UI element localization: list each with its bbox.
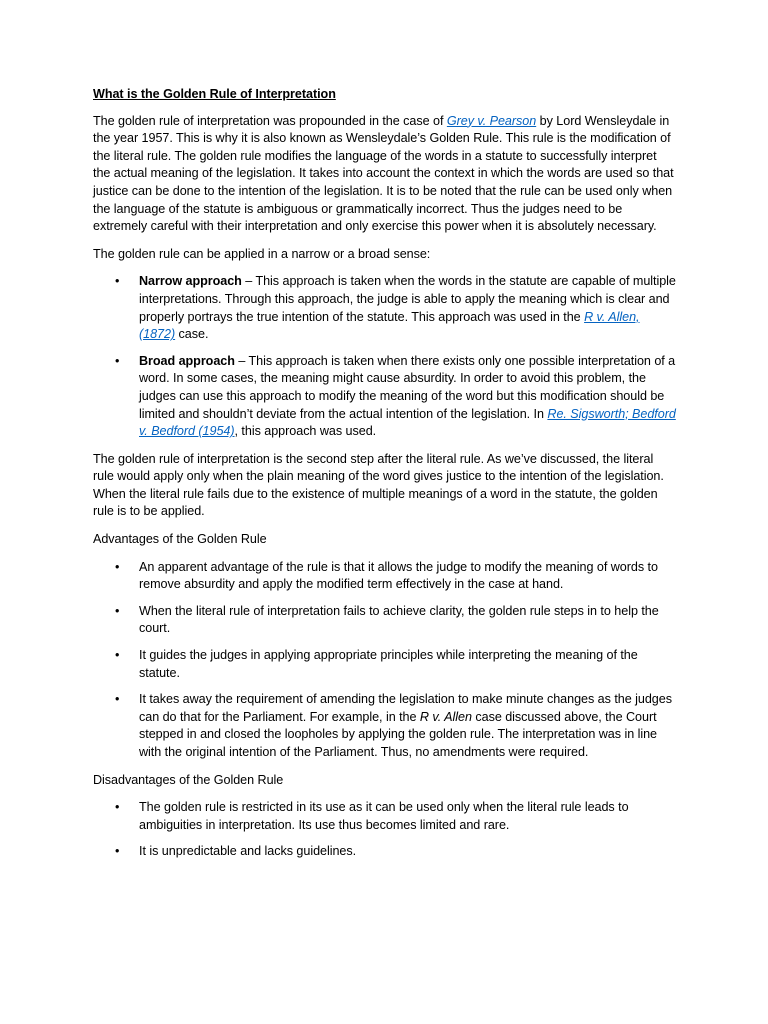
bullet-icon: • bbox=[115, 844, 120, 859]
intro-text-2: by Lord Wensleydale in the year 1957. This is why it is also known as Wensleydale’s Golden Rule. This rule is the modification of the literal rule. The golden rule modifies the language of the words in a statute to successfully interpret the actual meaning of the legislation. It takes into account the context in which the words are used so that justice can be done to the intention of the legislation. It is to be noted that the rule can be used only when the language of the statute is ambiguous or grammatically incorrect. Thus the judges need to be extremely careful with their interpretation and only exercise this power when it is absolutely necessary. bbox=[93, 113, 674, 234]
bullet-icon: • bbox=[115, 274, 120, 289]
advantage-text: An apparent advantage of the rule is that it allows the judge to modify the meaning of words to remove absurdity and apply the modified term effectively in the case at hand. bbox=[139, 559, 658, 592]
senses-lead: The golden rule can be applied in a narrow or a broad sense: bbox=[93, 246, 431, 261]
document-body bbox=[93, 86, 676, 861]
bullet-icon: • bbox=[115, 603, 120, 618]
list-item bbox=[93, 647, 676, 682]
broad-approach-text: – This approach is taken when there exists only one possible interpretation of a word. In some cases, the meaning might cause absurdity. In order to avoid this problem, the judges can use this approach to modify the meaning of the word but this modification should be limited and shouldn’t deviate from the actual intention of the legislation. In bbox=[139, 353, 676, 421]
list-item-narrow-approach bbox=[93, 273, 676, 343]
bullet-icon: • bbox=[115, 559, 120, 574]
case-name-italic: R v. Allen bbox=[419, 709, 472, 724]
re-sigsworth-link[interactable]: Re. Sigsworth; Bedford v. Bedford (1954) bbox=[139, 406, 676, 439]
disadvantage-text: It is unpredictable and lacks guidelines. bbox=[139, 844, 357, 859]
narrow-approach-text-after: case. bbox=[175, 327, 209, 342]
approaches-list bbox=[93, 273, 676, 440]
list-item-broad-approach bbox=[93, 353, 676, 441]
bullet-icon: • bbox=[115, 800, 120, 815]
list-item bbox=[93, 603, 676, 638]
narrow-approach-title: Narrow approach bbox=[139, 274, 242, 289]
disadvantages-heading: Disadvantages of the Golden Rule bbox=[93, 772, 284, 787]
list-item bbox=[93, 843, 676, 861]
list-item bbox=[93, 559, 676, 594]
bullet-icon: • bbox=[115, 692, 120, 707]
grey-v-pearson-link[interactable]: Grey v. Pearson bbox=[446, 113, 537, 128]
broad-approach-title: Broad approach bbox=[139, 353, 235, 368]
advantage-text: It guides the judges in applying appropriate principles while interpreting the meaning of the statute. bbox=[139, 648, 638, 680]
r-v-allen-link[interactable]: R v. Allen, (1872) bbox=[139, 309, 640, 342]
list-item bbox=[93, 799, 676, 834]
page-title: What is the Golden Rule of Interpretation bbox=[93, 87, 336, 101]
second-step-paragraph: The golden rule of interpretation is the second step after the literal rule. As we’ve discussed, the literal rule would apply only when the plain meaning of the word gives justice to the intention of the legislation. When the literal rule fails due to the existence of multiple meanings of a word in the statute, the golden rule is to be applied. bbox=[93, 451, 664, 519]
bullet-icon: • bbox=[115, 648, 120, 663]
advantage-text: When the literal rule of interpretation fails to achieve clarity, the golden rule steps in to help the court. bbox=[139, 603, 659, 636]
bullet-icon: • bbox=[115, 353, 120, 368]
intro-paragraph bbox=[93, 113, 676, 236]
broad-approach-text-after: , this approach was used. bbox=[234, 424, 377, 439]
advantage-text: case discussed above, the Court stepped in and closed the loopholes by applying the golden rule. The interpretation was in line with the original intention of the Parliament. Thus, no amendments were required. bbox=[139, 709, 658, 759]
intro-text-1: The golden rule of interpretation was propounded in the case of bbox=[93, 113, 447, 128]
advantages-list bbox=[93, 559, 676, 762]
disadvantage-text: The golden rule is restricted in its use as it can be used only when the literal rule leads to ambiguities in interpretation. Its use thus becomes limited and rare. bbox=[139, 800, 629, 832]
disadvantages-list bbox=[93, 799, 676, 861]
advantages-heading: Advantages of the Golden Rule bbox=[93, 532, 267, 547]
narrow-approach-text: – This approach is taken when the words in the statute are capable of multiple interpretations. Through this approach, the judge is able to apply the meaning which is clear and properly portrays the true intention of the statute. This approach was used in the bbox=[139, 274, 676, 324]
advantage-text: It takes away the requirement of amending the legislation to make minute changes as the judges can do that for the Parliament. For example, in the bbox=[139, 692, 672, 724]
list-item bbox=[93, 691, 676, 761]
